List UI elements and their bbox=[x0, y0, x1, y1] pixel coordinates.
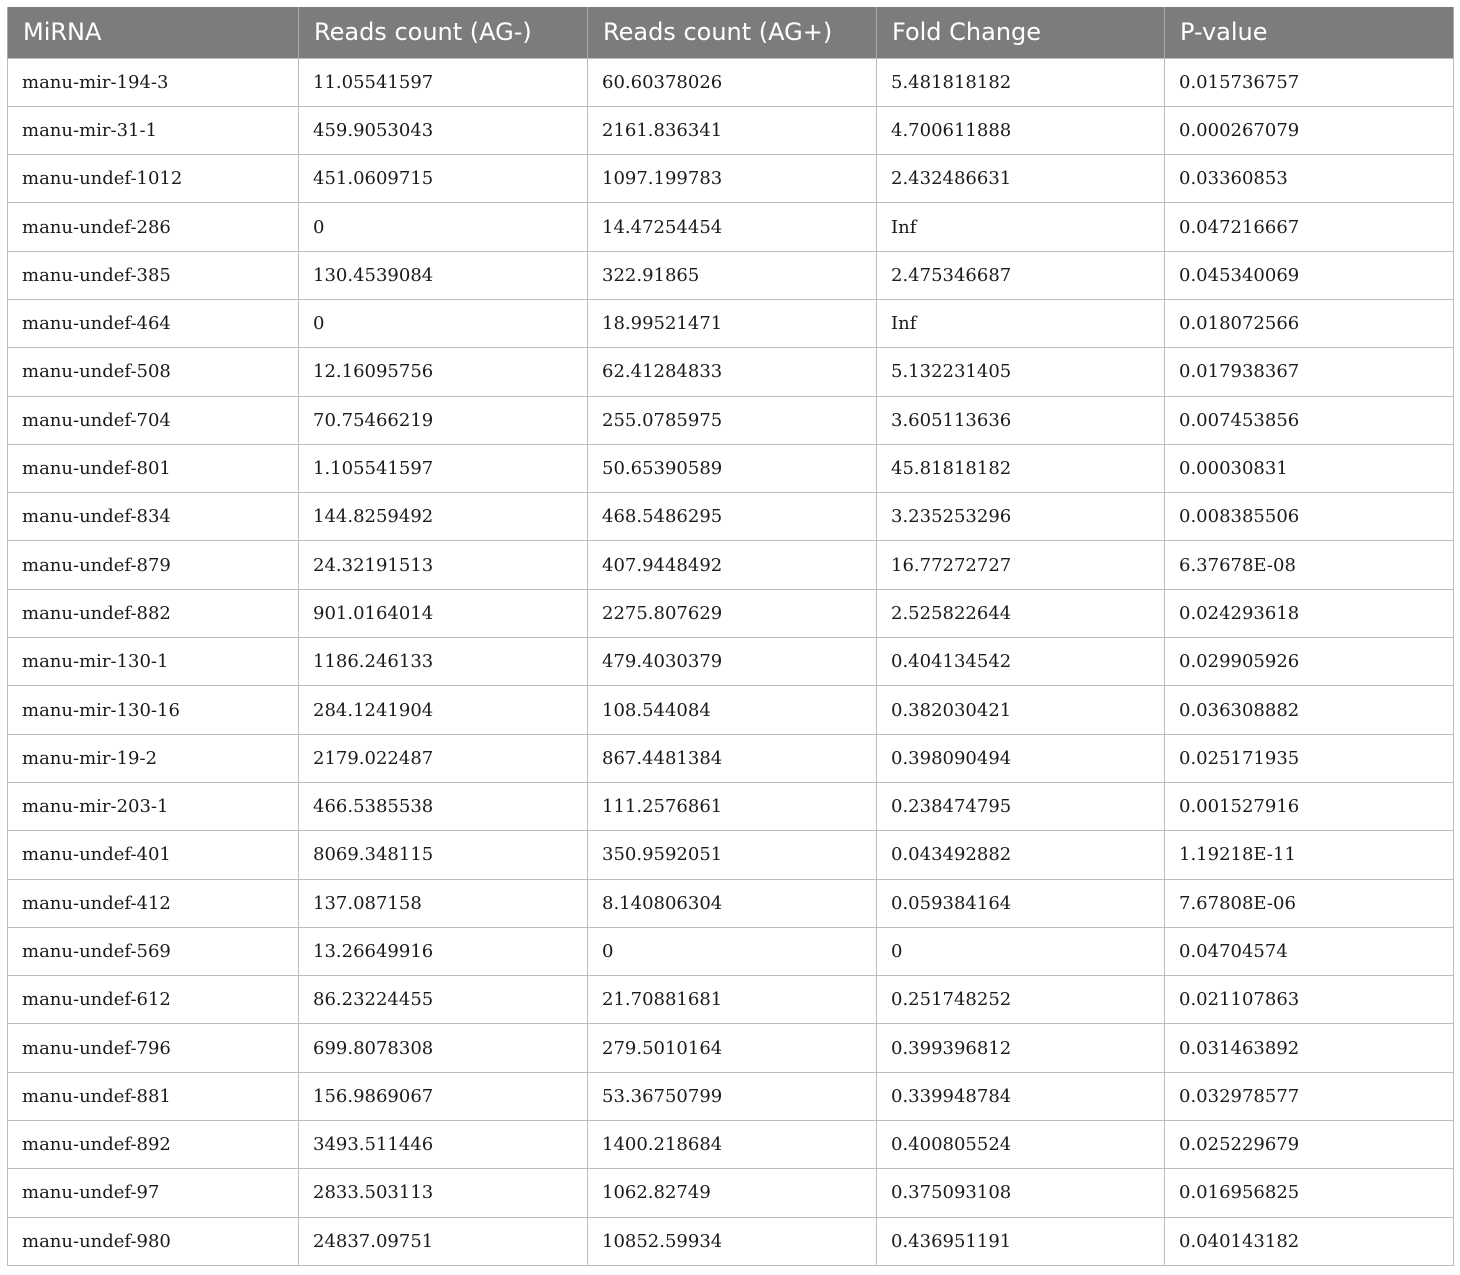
cell-reads-ag-minus: 13.26649916 bbox=[299, 927, 588, 975]
table-row bbox=[8, 58, 1454, 106]
cell-reads-ag-plus: 18.99521471 bbox=[588, 299, 877, 347]
cell-reads-ag-plus: 50.65390589 bbox=[588, 444, 877, 492]
cell-reads-ag-minus: 3493.511446 bbox=[299, 1121, 588, 1169]
cell-reads-ag-plus: 10852.59934 bbox=[588, 1217, 877, 1265]
table-row bbox=[8, 541, 1454, 589]
cell-fold-change: 4.700611888 bbox=[877, 106, 1165, 154]
cell-mirna: manu-mir-203-1 bbox=[8, 782, 299, 830]
cell-fold-change: 5.481818182 bbox=[877, 58, 1165, 106]
table-row bbox=[8, 251, 1454, 299]
cell-p-value: 0.00030831 bbox=[1165, 444, 1454, 492]
table-row bbox=[8, 686, 1454, 734]
header-mirna: MiRNA bbox=[8, 7, 299, 58]
cell-reads-ag-plus: 1097.199783 bbox=[588, 155, 877, 203]
cell-reads-ag-plus: 407.9448492 bbox=[588, 541, 877, 589]
cell-fold-change: Inf bbox=[877, 203, 1165, 251]
table-row bbox=[8, 203, 1454, 251]
cell-p-value: 0.032978577 bbox=[1165, 1072, 1454, 1120]
cell-reads-ag-plus: 350.9592051 bbox=[588, 831, 877, 879]
header-row bbox=[8, 7, 1454, 58]
cell-reads-ag-minus: 12.16095756 bbox=[299, 348, 588, 396]
cell-reads-ag-plus: 60.60378026 bbox=[588, 58, 877, 106]
cell-fold-change: 2.525822644 bbox=[877, 589, 1165, 637]
table-row bbox=[8, 976, 1454, 1024]
cell-mirna: manu-undef-612 bbox=[8, 976, 299, 1024]
cell-mirna: manu-undef-892 bbox=[8, 1121, 299, 1169]
table-row bbox=[8, 493, 1454, 541]
cell-reads-ag-minus: 2179.022487 bbox=[299, 734, 588, 782]
cell-p-value: 0.040143182 bbox=[1165, 1217, 1454, 1265]
table-row bbox=[8, 879, 1454, 927]
cell-reads-ag-minus: 0 bbox=[299, 299, 588, 347]
table-row bbox=[8, 638, 1454, 686]
cell-fold-change: 0.375093108 bbox=[877, 1169, 1165, 1217]
cell-mirna: manu-undef-796 bbox=[8, 1024, 299, 1072]
table-row bbox=[8, 444, 1454, 492]
table-body bbox=[8, 58, 1454, 1265]
cell-p-value: 0.018072566 bbox=[1165, 299, 1454, 347]
cell-mirna: manu-undef-508 bbox=[8, 348, 299, 396]
cell-mirna: manu-mir-194-3 bbox=[8, 58, 299, 106]
cell-p-value: 0.047216667 bbox=[1165, 203, 1454, 251]
cell-reads-ag-minus: 1.105541597 bbox=[299, 444, 588, 492]
cell-mirna: manu-undef-801 bbox=[8, 444, 299, 492]
cell-reads-ag-minus: 1186.246133 bbox=[299, 638, 588, 686]
cell-reads-ag-plus: 468.5486295 bbox=[588, 493, 877, 541]
cell-p-value: 0.007453856 bbox=[1165, 396, 1454, 444]
cell-p-value: 0.036308882 bbox=[1165, 686, 1454, 734]
cell-reads-ag-plus: 279.5010164 bbox=[588, 1024, 877, 1072]
header-reads-ag-minus: Reads count (AG-) bbox=[299, 7, 588, 58]
cell-mirna: manu-undef-569 bbox=[8, 927, 299, 975]
cell-reads-ag-plus: 53.36750799 bbox=[588, 1072, 877, 1120]
cell-mirna: manu-undef-464 bbox=[8, 299, 299, 347]
cell-fold-change: 45.81818182 bbox=[877, 444, 1165, 492]
data-table-container bbox=[7, 7, 1453, 1266]
cell-p-value: 0.045340069 bbox=[1165, 251, 1454, 299]
cell-fold-change: 5.132231405 bbox=[877, 348, 1165, 396]
cell-reads-ag-plus: 8.140806304 bbox=[588, 879, 877, 927]
cell-reads-ag-minus: 144.8259492 bbox=[299, 493, 588, 541]
cell-p-value: 0.001527916 bbox=[1165, 782, 1454, 830]
cell-reads-ag-plus: 14.47254454 bbox=[588, 203, 877, 251]
table-row bbox=[8, 1024, 1454, 1072]
mirna-table bbox=[7, 7, 1454, 1266]
cell-fold-change: 3.605113636 bbox=[877, 396, 1165, 444]
cell-reads-ag-minus: 86.23224455 bbox=[299, 976, 588, 1024]
cell-p-value: 0.025171935 bbox=[1165, 734, 1454, 782]
cell-p-value: 6.37678E-08 bbox=[1165, 541, 1454, 589]
cell-reads-ag-plus: 479.4030379 bbox=[588, 638, 877, 686]
cell-fold-change: 3.235253296 bbox=[877, 493, 1165, 541]
cell-reads-ag-plus: 255.0785975 bbox=[588, 396, 877, 444]
cell-reads-ag-plus: 21.70881681 bbox=[588, 976, 877, 1024]
table-row bbox=[8, 831, 1454, 879]
cell-fold-change: 0.382030421 bbox=[877, 686, 1165, 734]
cell-reads-ag-minus: 70.75466219 bbox=[299, 396, 588, 444]
cell-reads-ag-plus: 1062.82749 bbox=[588, 1169, 877, 1217]
cell-fold-change: 0.399396812 bbox=[877, 1024, 1165, 1072]
cell-mirna: manu-undef-834 bbox=[8, 493, 299, 541]
cell-reads-ag-minus: 0 bbox=[299, 203, 588, 251]
cell-mirna: manu-undef-882 bbox=[8, 589, 299, 637]
cell-reads-ag-plus: 111.2576861 bbox=[588, 782, 877, 830]
cell-reads-ag-plus: 867.4481384 bbox=[588, 734, 877, 782]
cell-p-value: 0.024293618 bbox=[1165, 589, 1454, 637]
cell-p-value: 0.025229679 bbox=[1165, 1121, 1454, 1169]
cell-fold-change: 0.400805524 bbox=[877, 1121, 1165, 1169]
cell-mirna: manu-undef-412 bbox=[8, 879, 299, 927]
table-row bbox=[8, 396, 1454, 444]
cell-reads-ag-minus: 24837.09751 bbox=[299, 1217, 588, 1265]
cell-reads-ag-minus: 24.32191513 bbox=[299, 541, 588, 589]
cell-reads-ag-minus: 459.9053043 bbox=[299, 106, 588, 154]
cell-mirna: manu-undef-286 bbox=[8, 203, 299, 251]
cell-fold-change: 0.059384164 bbox=[877, 879, 1165, 927]
cell-p-value: 0.016956825 bbox=[1165, 1169, 1454, 1217]
cell-mirna: manu-undef-704 bbox=[8, 396, 299, 444]
cell-mirna: manu-mir-130-1 bbox=[8, 638, 299, 686]
cell-fold-change: 2.432486631 bbox=[877, 155, 1165, 203]
table-row bbox=[8, 1072, 1454, 1120]
cell-mirna: manu-undef-401 bbox=[8, 831, 299, 879]
table-row bbox=[8, 1217, 1454, 1265]
cell-fold-change: 0.398090494 bbox=[877, 734, 1165, 782]
table-row bbox=[8, 1121, 1454, 1169]
header-fold-change: Fold Change bbox=[877, 7, 1165, 58]
table-row bbox=[8, 782, 1454, 830]
cell-reads-ag-minus: 284.1241904 bbox=[299, 686, 588, 734]
cell-reads-ag-plus: 1400.218684 bbox=[588, 1121, 877, 1169]
cell-mirna: manu-mir-130-16 bbox=[8, 686, 299, 734]
cell-p-value: 0.008385506 bbox=[1165, 493, 1454, 541]
cell-mirna: manu-undef-980 bbox=[8, 1217, 299, 1265]
cell-fold-change: 0.404134542 bbox=[877, 638, 1165, 686]
table-header bbox=[8, 7, 1454, 58]
cell-p-value: 0.017938367 bbox=[1165, 348, 1454, 396]
table-row bbox=[8, 734, 1454, 782]
cell-p-value: 0.000267079 bbox=[1165, 106, 1454, 154]
cell-fold-change: 0.339948784 bbox=[877, 1072, 1165, 1120]
cell-fold-change: 0.238474795 bbox=[877, 782, 1165, 830]
cell-mirna: manu-mir-31-1 bbox=[8, 106, 299, 154]
cell-p-value: 0.031463892 bbox=[1165, 1024, 1454, 1072]
cell-reads-ag-minus: 8069.348115 bbox=[299, 831, 588, 879]
cell-reads-ag-plus: 2161.836341 bbox=[588, 106, 877, 154]
cell-mirna: manu-undef-1012 bbox=[8, 155, 299, 203]
cell-mirna: manu-undef-97 bbox=[8, 1169, 299, 1217]
cell-mirna: manu-mir-19-2 bbox=[8, 734, 299, 782]
cell-reads-ag-minus: 901.0164014 bbox=[299, 589, 588, 637]
table-row bbox=[8, 589, 1454, 637]
table-row bbox=[8, 299, 1454, 347]
cell-reads-ag-minus: 466.5385538 bbox=[299, 782, 588, 830]
cell-reads-ag-plus: 2275.807629 bbox=[588, 589, 877, 637]
cell-reads-ag-plus: 62.41284833 bbox=[588, 348, 877, 396]
cell-fold-change: 0 bbox=[877, 927, 1165, 975]
cell-fold-change: Inf bbox=[877, 299, 1165, 347]
table-row bbox=[8, 155, 1454, 203]
cell-fold-change: 0.251748252 bbox=[877, 976, 1165, 1024]
cell-p-value: 0.04704574 bbox=[1165, 927, 1454, 975]
cell-p-value: 0.021107863 bbox=[1165, 976, 1454, 1024]
header-reads-ag-plus: Reads count (AG+) bbox=[588, 7, 877, 58]
cell-mirna: manu-undef-385 bbox=[8, 251, 299, 299]
cell-fold-change: 0.043492882 bbox=[877, 831, 1165, 879]
cell-mirna: manu-undef-879 bbox=[8, 541, 299, 589]
cell-reads-ag-minus: 130.4539084 bbox=[299, 251, 588, 299]
cell-p-value: 0.029905926 bbox=[1165, 638, 1454, 686]
cell-reads-ag-minus: 699.8078308 bbox=[299, 1024, 588, 1072]
cell-p-value: 7.67808E-06 bbox=[1165, 879, 1454, 927]
cell-reads-ag-minus: 11.05541597 bbox=[299, 58, 588, 106]
cell-fold-change: 0.436951191 bbox=[877, 1217, 1165, 1265]
cell-reads-ag-plus: 108.544084 bbox=[588, 686, 877, 734]
cell-p-value: 0.03360853 bbox=[1165, 155, 1454, 203]
cell-fold-change: 2.475346687 bbox=[877, 251, 1165, 299]
cell-reads-ag-plus: 322.91865 bbox=[588, 251, 877, 299]
table-row bbox=[8, 348, 1454, 396]
cell-reads-ag-minus: 451.0609715 bbox=[299, 155, 588, 203]
header-p-value: P-value bbox=[1165, 7, 1454, 58]
cell-p-value: 1.19218E-11 bbox=[1165, 831, 1454, 879]
cell-mirna: manu-undef-881 bbox=[8, 1072, 299, 1120]
cell-reads-ag-minus: 2833.503113 bbox=[299, 1169, 588, 1217]
table-row bbox=[8, 106, 1454, 154]
cell-reads-ag-plus: 0 bbox=[588, 927, 877, 975]
table-row bbox=[8, 927, 1454, 975]
cell-reads-ag-minus: 137.087158 bbox=[299, 879, 588, 927]
cell-fold-change: 16.77272727 bbox=[877, 541, 1165, 589]
cell-p-value: 0.015736757 bbox=[1165, 58, 1454, 106]
cell-reads-ag-minus: 156.9869067 bbox=[299, 1072, 588, 1120]
table-row bbox=[8, 1169, 1454, 1217]
